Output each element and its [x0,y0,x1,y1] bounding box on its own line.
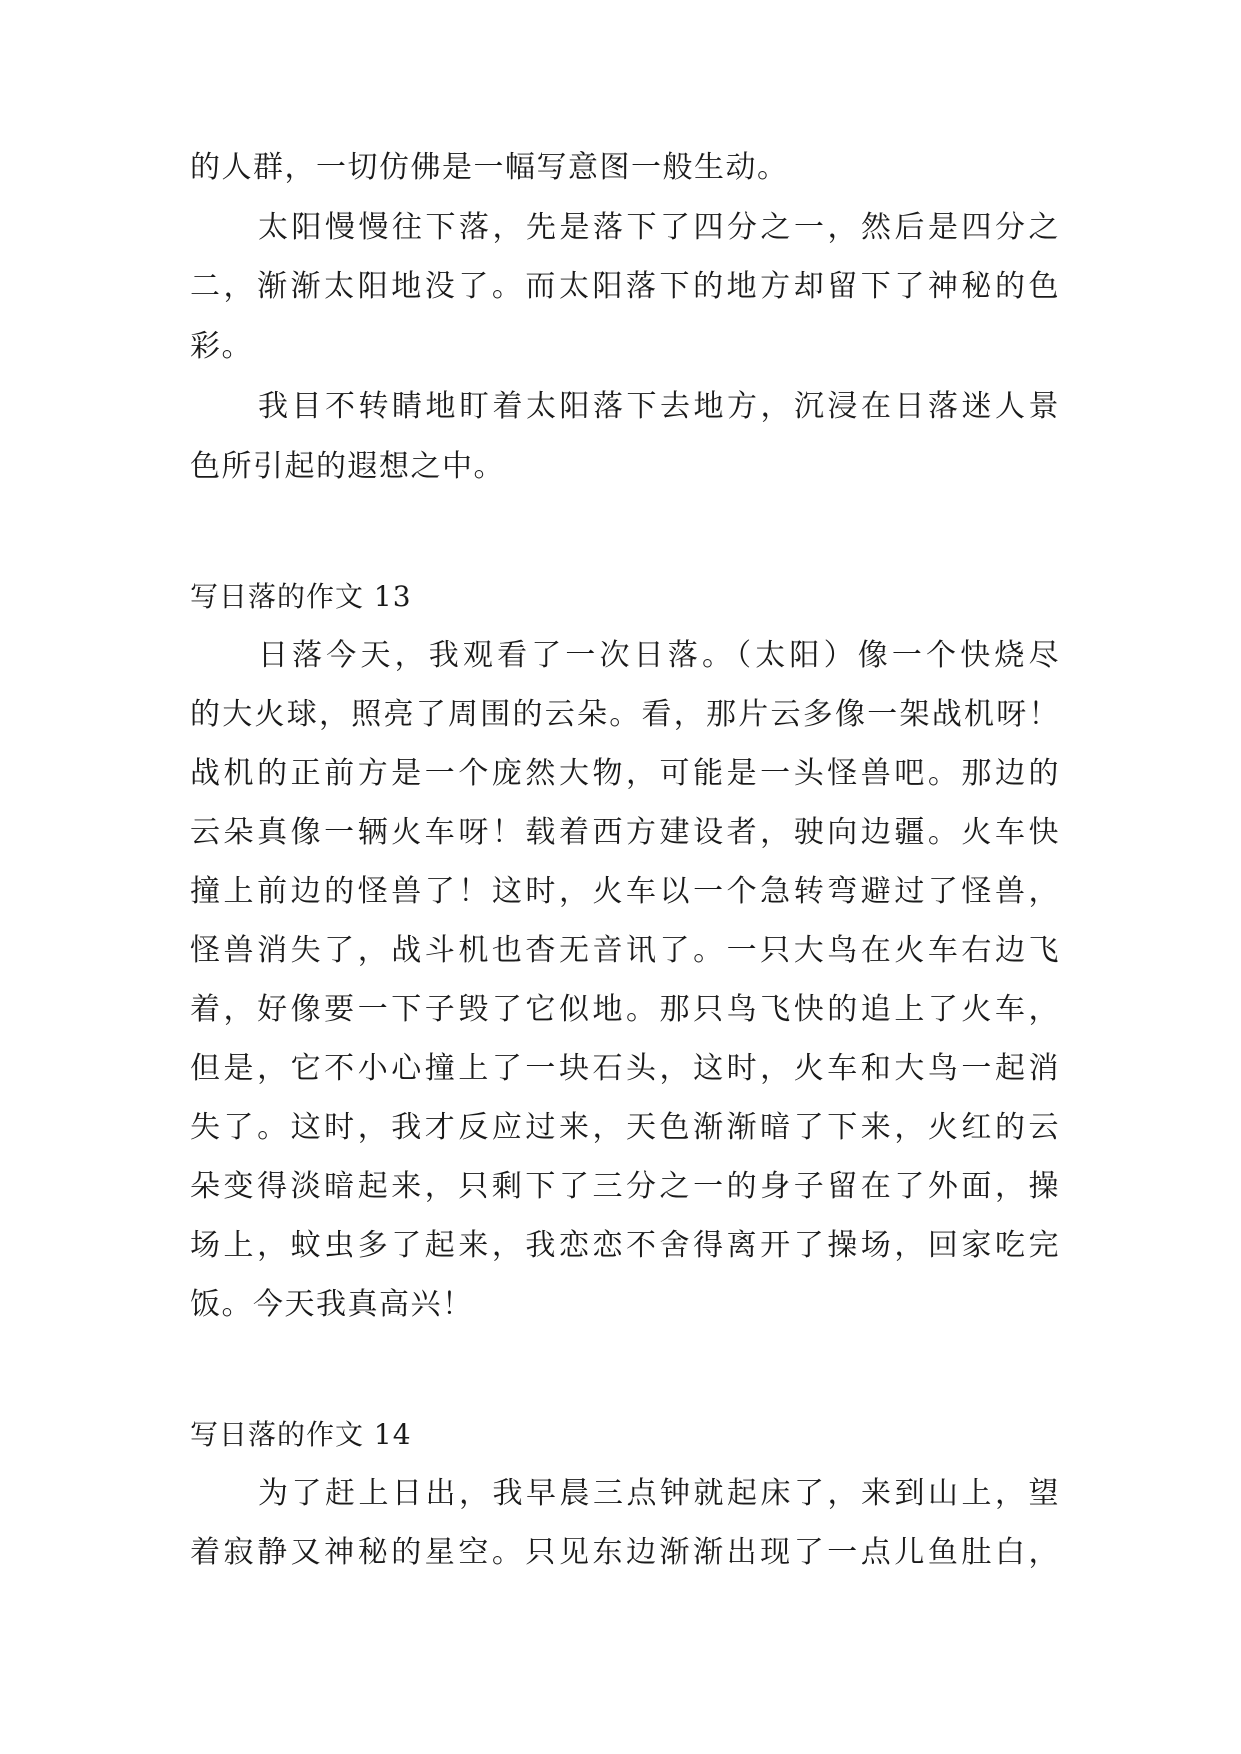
text-line: 太阳慢慢往下落，先是落下了四分之一，然后是四分之 [258,210,1060,245]
text-line: 云朵真像一辆火车呀！载着西方建设者，驶向边疆。火车快 [190,815,1060,850]
text-line: 撞上前边的怪兽了！这时，火车以一个急转弯避过了怪兽， [190,874,1060,909]
text-line: 朵变得淡暗起来，只剩下了三分之一的身子留在了外面，操 [190,1169,1060,1204]
text-line: 为了赶上日出，我早晨三点钟就起床了，来到山上，望 [258,1476,1060,1511]
text-line: 的大火球，照亮了周围的云朵。看，那片云多像一架战机呀！ [190,697,1060,732]
text-line: 的人群，一切仿佛是一幅写意图一般生动。 [190,150,789,185]
text-line: 战机的正前方是一个庞然大物，可能是一头怪兽吧。那边的 [190,756,1060,791]
essay-title: 写日落的作文 13 [190,580,412,613]
text-line: 彩。 [190,329,253,364]
text-line: 场上，蚊虫多了起来，我恋恋不舍得离开了操场，回家吃完 [190,1228,1060,1263]
text-line: 怪兽消失了，战斗机也杳无音讯了。一只大鸟在火车右边飞 [190,933,1060,968]
text-line: 色所引起的遐想之中。 [190,449,505,484]
essay-title: 写日落的作文 14 [190,1418,412,1451]
text-line: 失了。这时，我才反应过来，天色渐渐暗了下来，火红的云 [190,1110,1060,1145]
text-line: 但是，它不小心撞上了一块石头，这时，火车和大鸟一起消 [190,1051,1060,1086]
text-line: 我目不转睛地盯着太阳落下去地方，沉浸在日落迷人景 [258,389,1060,424]
text-line: 日落今天，我观看了一次日落。（太阳）像一个快烧尽 [258,638,1060,673]
text-line: 着寂静又神秘的星空。只见东边渐渐出现了一点儿鱼肚白， [190,1535,1060,1570]
text-line: 二，渐渐太阳地没了。而太阳落下的地方却留下了神秘的色 [190,269,1060,304]
text-line: 着，好像要一下子毁了它似地。那只鸟飞快的追上了火车， [190,992,1060,1027]
text-line: 饭。今天我真高兴！ [190,1287,474,1322]
